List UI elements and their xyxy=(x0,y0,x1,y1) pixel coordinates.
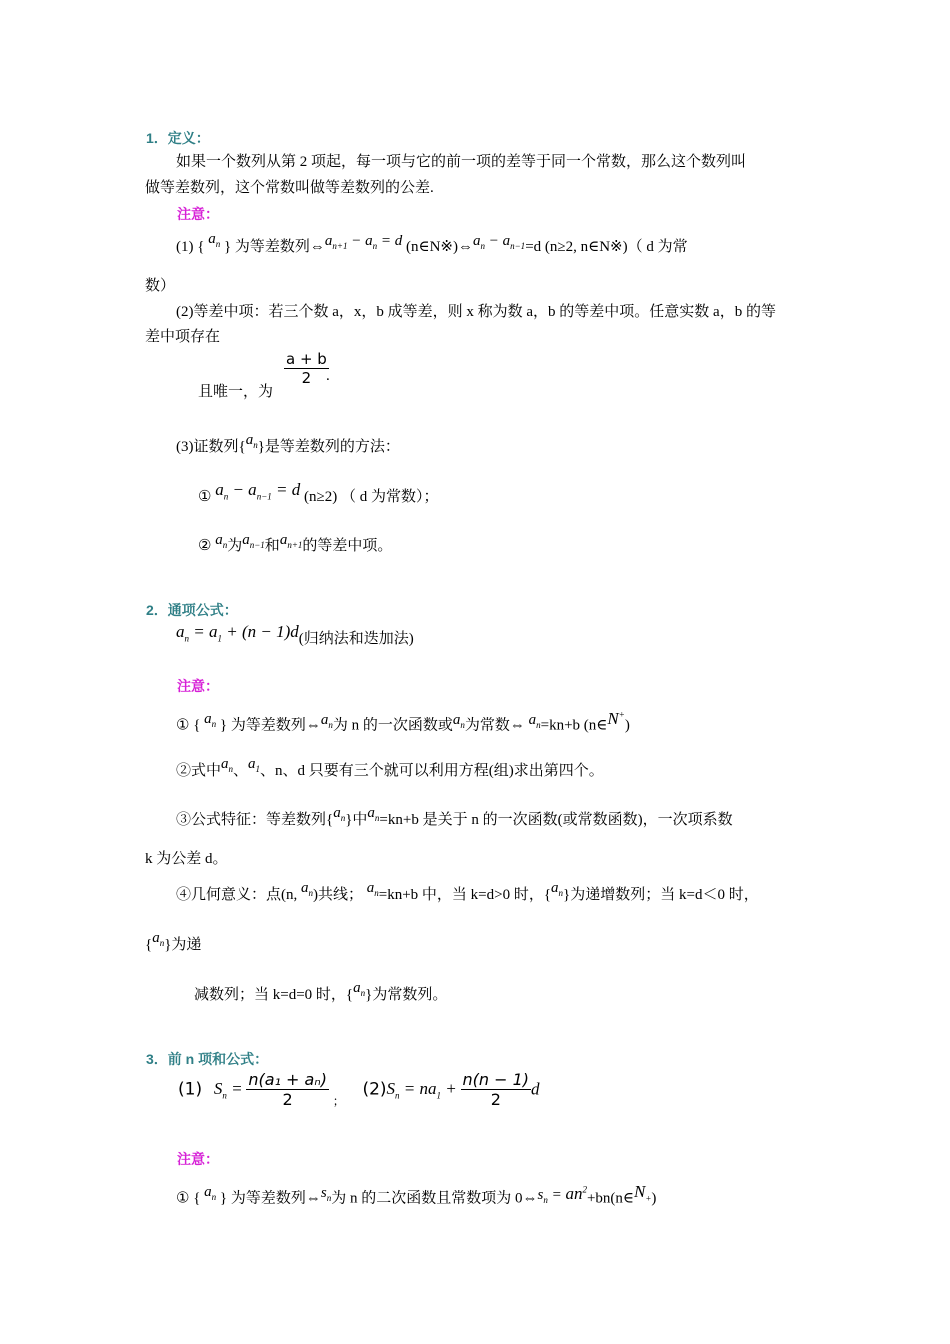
text: (n≥2) （ d 为常数）； xyxy=(304,489,439,505)
formula-an: $a_n$ xyxy=(208,231,221,249)
formula-a1: $a_1$ xyxy=(248,756,261,774)
text: 为 n 的一次函数或 xyxy=(332,717,453,734)
section-2-title: 2．通项公式： xyxy=(146,602,238,618)
text: }中 xyxy=(345,812,368,828)
text: }为常数列。 xyxy=(365,987,448,1003)
text: ④几何意义：点(n, xyxy=(176,887,298,903)
text: (归纳法和迭加法) xyxy=(298,631,414,647)
text: =kn+b (n∈ xyxy=(540,717,608,734)
fraction-numerator: n(a₁ + aₙ) xyxy=(248,1070,327,1089)
note-3-1 xyxy=(176,1183,656,1214)
period: . xyxy=(326,368,330,384)
note-2-3-cont: k 为公差 d。 xyxy=(145,851,228,867)
note-2-4-cont-2 xyxy=(194,980,448,1010)
formula-an: $a_n$ xyxy=(215,532,228,550)
text: }是等差数列的方法： xyxy=(257,439,400,455)
text: } 为等差数列⇔ xyxy=(219,1190,321,1207)
formula-an: $a_n$ xyxy=(452,711,465,730)
fraction-denominator: 2 xyxy=(301,369,312,387)
formula-d: d xyxy=(531,1079,540,1099)
note-2-line-1: (2)等差中项：若三个数 a，x，b 成等差，则 x 称为数 a，b 的等差中项。任意实数 a，b 的等 xyxy=(176,304,776,320)
text: ① { xyxy=(176,1190,201,1207)
formula-an-plus-1: $a_{n+1}$ xyxy=(279,532,303,550)
text: }为递增数列；当 k=d＜0 时， xyxy=(563,887,759,903)
note-2-4 xyxy=(176,880,759,910)
formula-an: $a_n$ xyxy=(367,805,380,823)
formula-sn-2: $S_n = na_1$ + xyxy=(386,1078,457,1101)
text: ) xyxy=(624,717,630,734)
text: 为 xyxy=(227,538,243,554)
formula-an: $a_n$ xyxy=(551,880,564,898)
note-3-line xyxy=(176,432,400,462)
text: 为常数⇔ xyxy=(464,717,525,734)
text: 减数列；当 k=d=0 时，{ xyxy=(194,987,354,1003)
definition-line-1: 如果一个数列从第 2 项起，每一项与它的前一项的差等于同一个常数，那么这个数列叫 xyxy=(176,154,747,170)
method-2 xyxy=(198,532,393,561)
formula-difference: $a_n - a_{n-1} = d$ xyxy=(215,480,301,502)
section-1-title: 1．定义： xyxy=(146,130,210,146)
sum-fraction-2 xyxy=(461,1070,532,1109)
formula-an: $a_n$ xyxy=(221,756,234,774)
formula-general-term: $a_n = a_1 + (n - 1)d$ xyxy=(176,622,299,644)
text: (n∈N※)⇔ xyxy=(405,239,473,255)
formula-n-plus: N+ xyxy=(607,708,625,728)
formula-an: $a_n$ xyxy=(152,930,165,948)
definition-line-2: 做等差数列，这个常数叫做等差数列的公差. xyxy=(145,180,434,196)
note-2-3 xyxy=(176,805,733,835)
arithmetic-mean-fraction xyxy=(284,350,329,387)
note-2-1 xyxy=(176,710,630,741)
text: ) xyxy=(651,1190,657,1207)
text: 为 n 的二次函数且常数项为 0⇔ xyxy=(331,1190,538,1207)
formula-an: $a_n$ xyxy=(204,710,217,729)
text: =d (n≥2, n∈N※)（ d 为常 xyxy=(525,239,688,255)
note-2-4-cont-1 xyxy=(145,930,202,960)
formula-an: $a_n$ xyxy=(320,711,333,730)
text: ②式中 xyxy=(176,763,222,779)
fraction-numerator: a + b xyxy=(286,350,327,368)
note-label-2: 注意： xyxy=(177,678,219,694)
text: { xyxy=(145,937,153,953)
text: }为递 xyxy=(164,937,202,953)
text: )共线； xyxy=(313,887,363,903)
sum-fraction-1 xyxy=(246,1070,329,1109)
text: } 为等差数列⇔ xyxy=(219,717,321,734)
text: 、n、d 只要有三个就可以利用方程(组)求出第四个。 xyxy=(260,763,604,779)
text: (1) { xyxy=(176,239,205,255)
text: ② xyxy=(198,538,212,554)
formula-sn-quadratic: $s_n = an^2$ xyxy=(537,1183,587,1205)
text: ③公式特征：等差数列{ xyxy=(176,812,334,828)
text: 和 xyxy=(264,538,280,554)
text: =kn+b 中，当 k=d>0 时，{ xyxy=(378,887,552,903)
formula-n-plus: $N_+$ xyxy=(634,1181,652,1204)
sum-formulas xyxy=(178,1070,540,1124)
text: } 为等差数列⇔ xyxy=(223,239,325,255)
section-3-title: 3．前 n 项和公式： xyxy=(146,1051,269,1067)
fraction-numerator: n(n − 1) xyxy=(462,1070,530,1089)
formula-2-label: (2) xyxy=(362,1079,387,1100)
formula-recurrence: $a_{n+1} - a_n = d$ xyxy=(324,233,403,251)
formula-sn: $s_n$ xyxy=(320,1184,332,1203)
note-label-3: 注意： xyxy=(177,1151,219,1167)
formula-an: $a_n$ xyxy=(301,880,313,898)
note-label-1: 注意： xyxy=(177,206,219,222)
method-1 xyxy=(198,480,439,512)
text: ① { xyxy=(176,717,201,734)
note-2-line-3: 且唯一，为 xyxy=(198,384,274,400)
formula-an-minus-1: $a_{n-1}$ xyxy=(242,532,265,550)
formula-an: $a_n$ xyxy=(528,711,541,730)
note-2-2 xyxy=(176,756,604,786)
fraction-denominator: 2 xyxy=(490,1090,501,1109)
text: 、 xyxy=(233,763,249,779)
formula-an: $a_n$ xyxy=(245,432,258,450)
formula-an: $a_n$ xyxy=(366,880,379,898)
note-1-line xyxy=(176,231,688,262)
formula-1-label: (1) xyxy=(178,1079,203,1100)
separator: ； xyxy=(332,1094,345,1108)
formula-an: $a_n$ xyxy=(204,1183,217,1202)
text: =kn+b 是关于 n 的一次函数(或常数函数)，一次项系数 xyxy=(379,812,733,828)
general-term-formula xyxy=(176,622,414,654)
text: +bn(n∈ xyxy=(586,1190,634,1207)
formula-recurrence-2: $a_n - a_{n-1}$ xyxy=(472,233,526,251)
formula-an: $a_n$ xyxy=(333,805,346,823)
fraction-denominator: 2 xyxy=(282,1090,293,1109)
note-1-cont: 数） xyxy=(145,278,176,294)
text: ① xyxy=(198,489,212,505)
text: 的等差中项。 xyxy=(302,538,393,554)
text: (3)证数列{ xyxy=(176,439,246,455)
formula-sn: $S_n$ = xyxy=(213,1078,243,1101)
note-2-line-2: 差中项存在 xyxy=(145,329,221,345)
formula-an: $a_n$ xyxy=(353,980,366,998)
